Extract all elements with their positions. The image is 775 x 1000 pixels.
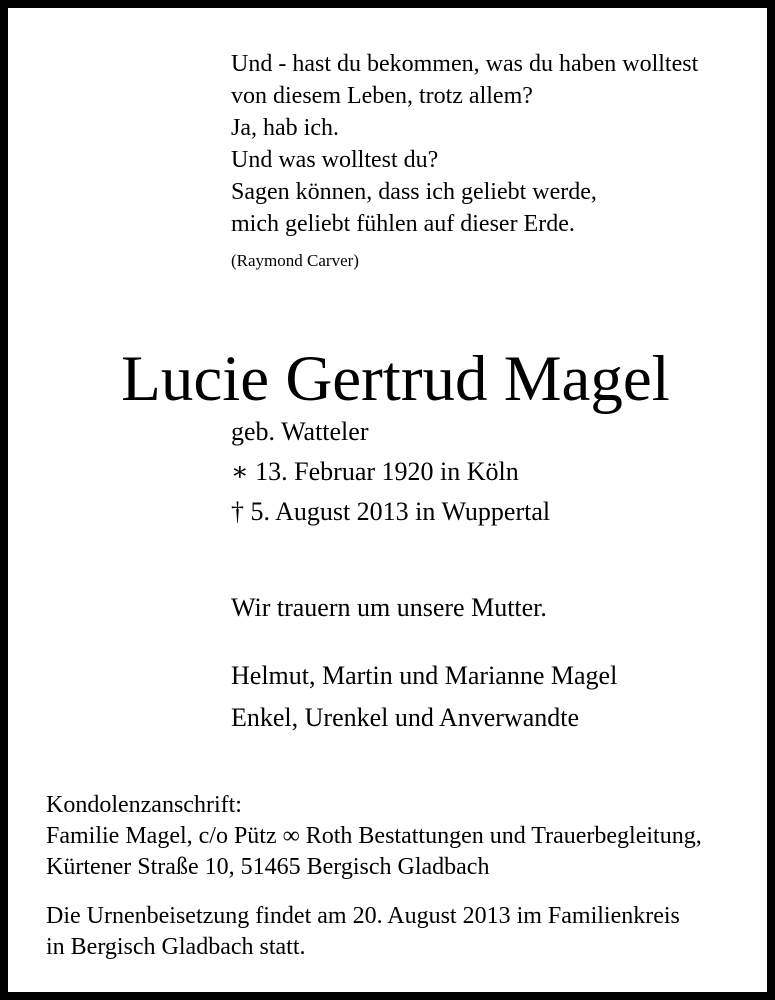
condolence-address: Familie Magel, c/o Pütz ∞ Roth Bestattungen und Trauerbegleitung,	[46, 823, 702, 849]
condolence-address: Kürtener Straße 10, 51465 Bergisch Gladbach	[46, 854, 490, 880]
maiden-name: geb. Watteler	[231, 417, 369, 446]
burial-notice: in Bergisch Gladbach statt.	[46, 934, 306, 960]
poem-line: Und was wolltest du?	[231, 147, 439, 173]
relatives: Enkel, Urenkel und Anverwandte	[231, 703, 580, 732]
poem-line: Sagen können, dass ich geliebt werde,	[231, 179, 597, 205]
mourning-statement: Wir trauern um unsere Mutter.	[231, 593, 547, 622]
poem-author: (Raymond Carver)	[231, 251, 359, 270]
death-date: † 5. August 2013 in Wuppertal	[231, 497, 551, 526]
burial-notice: Die Urnenbeisetzung findet am 20. August 2013 im Familienkreis	[46, 903, 680, 929]
poem-line: Und - hast du bekommen, was du haben wolltest	[231, 51, 699, 77]
family-names: Helmut, Martin und Marianne Magel	[231, 661, 618, 690]
poem-line: mich geliebt fühlen auf dieser Erde.	[231, 211, 575, 237]
poem-line: Ja, hab ich.	[231, 115, 339, 141]
condolence-label: Kondolenzanschrift:	[46, 792, 242, 818]
birth-date: ∗ 13. Februar 1920 in Köln	[231, 457, 519, 486]
deceased-name: Lucie Gertrud Magel	[121, 343, 670, 415]
poem-line: von diesem Leben, trotz allem?	[231, 83, 533, 109]
